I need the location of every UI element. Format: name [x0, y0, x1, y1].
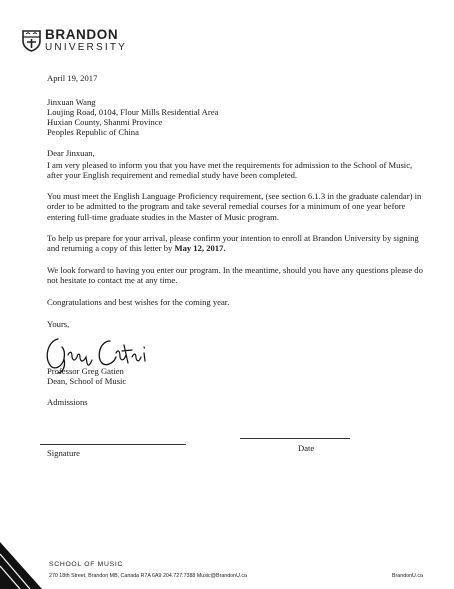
department: Admissions [47, 397, 88, 407]
signature-line [40, 444, 186, 445]
recipient-address-line2: Huxian County, Shanmi Province [47, 117, 163, 127]
closing: Yours, [47, 319, 70, 329]
letter-date: April 19, 2017 [47, 73, 98, 83]
brand-name: BRANDON [45, 27, 119, 42]
date-label: Date [298, 443, 315, 453]
date-line [240, 438, 350, 439]
paragraph-admission: I am very pleased to inform you that you have met the requirements for admission to the School of Music, after your English requirement and remedial study have been completed. [47, 160, 413, 181]
university-crest-icon [22, 30, 41, 52]
footer-brand-mark-icon [0, 530, 42, 589]
recipient-address-line1: Loujing Road, 0104, Flour Mills Residential Area [47, 107, 219, 117]
paragraph-congratulations: Congratulations and best wishes for the coming year. [47, 297, 230, 307]
paragraph-english-requirement: You must meet the English Language Proficiency requirement, (see section 6.1.3 in the graduate calendar) in order to be admitted to the program and take several remedial courses for a minimum of one year before entering full-time graduate studies in the Master of Music program. [47, 191, 422, 222]
footer-school-name: SCHOOL OF MUSIC [49, 561, 124, 568]
deadline-date: May 12, 2017. [174, 243, 226, 254]
salutation: Dear Jinxuan, [47, 148, 95, 158]
signer-role: Dean, School of Music [47, 376, 127, 386]
signature-label: Signature [47, 448, 80, 458]
confirm-text: To help us prepare for your arrival, please confirm your intention to enroll at Brandon University by signing and returning a copy of this letter by [47, 233, 419, 254]
brand-subtitle: UNIVERSITY [45, 42, 128, 53]
recipient-name: Jinxuan Wang [47, 97, 96, 107]
footer-contact-info: 270 18th Street, Brandon MB, Canada R7A 6A9 204.727.7388 Music@BrandonU.ca [49, 573, 247, 579]
paragraph-look-forward: We look forward to having you enter our program. In the meantime, should you have any questions please do not hesitate to contact me at any time. [47, 265, 423, 286]
recipient-address-line3: Peoples Republic of China [47, 127, 139, 137]
footer-website: BrandonU.ca [392, 573, 423, 579]
paragraph-confirm-enrollment [47, 233, 427, 254]
signer-name: Professor Greg Gatien [47, 366, 124, 376]
